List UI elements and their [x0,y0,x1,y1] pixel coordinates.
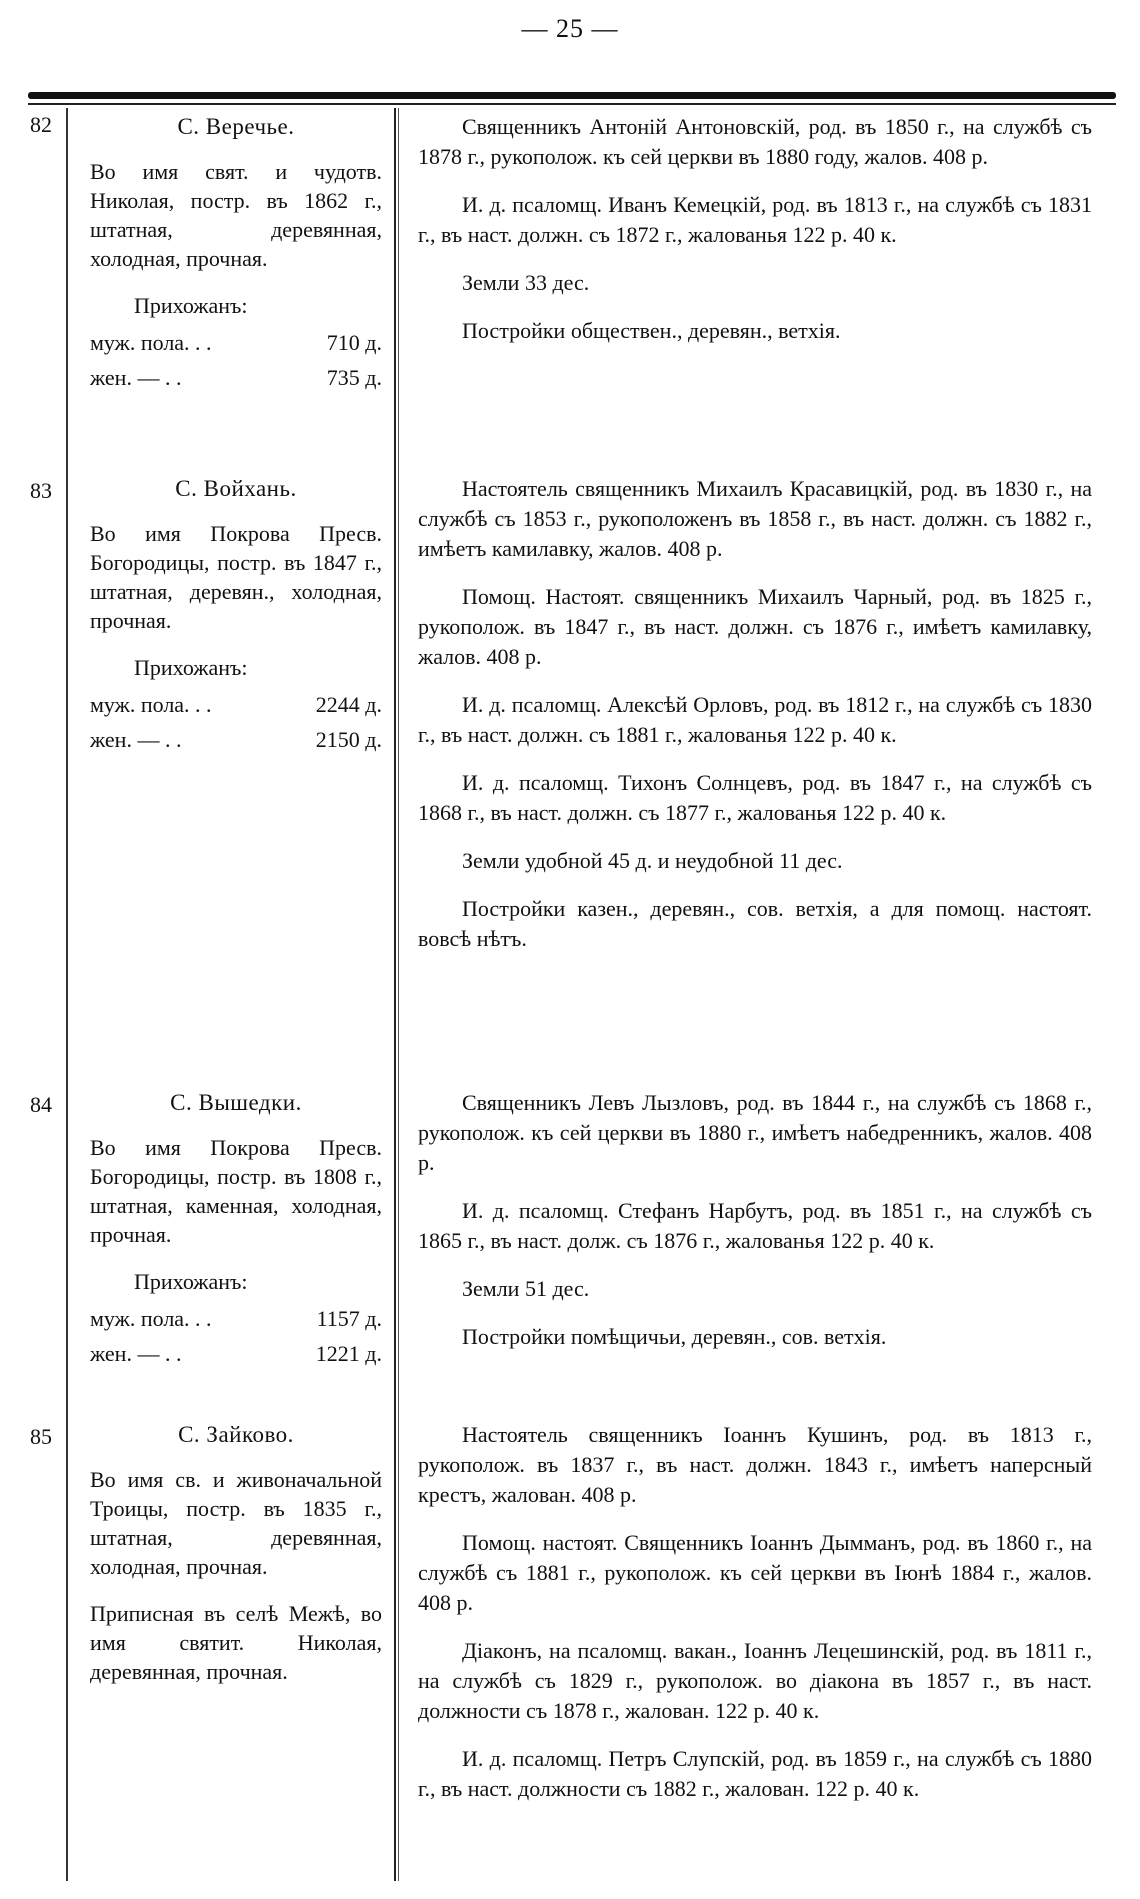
clergy-paragraph: Помощ. настоят. Священникъ Іоаннъ Дымманъ, род. въ 1860 г., на службѣ съ 1881 г., рукополож. къ сей церкви въ Іюнѣ 1884 г., жалов. 408 р. [418,1530,1092,1615]
clergy-paragraph: Помощ. Настоят. священникъ Михаилъ Чарный, род. въ 1825 г., рукополож. въ 1847 г., въ наст. должн. съ 1876 г., имѣетъ камилавку, жалов. 408 р. [418,584,1092,669]
buildings-paragraph: Постройки помѣщичьи, деревян., сов. ветхія. [462,1324,887,1349]
church-description: Во имя св. и живоначальной Троицы, постр. въ 1835 г., штатная, деревянная, холодная, прочная. [90,1467,382,1579]
male-count-row [90,1304,382,1333]
church-info [90,1420,382,1686]
clergy-paragraph: И. д. псаломщ. Стефанъ Нарбутъ, род. въ 1851 г., на службѣ съ 1865 г., въ наст. долж. съ 1876 г., жалованья 122 р. 40 к. [418,1198,1092,1253]
female-value: 2150 д. [315,727,382,752]
clergy-paragraph: Священникъ Антоній Антоновскій, род. въ 1850 г., на службѣ съ 1878 г., рукополож. къ сей церкви въ 1880 году, жалов. 408 р. [418,114,1092,169]
male-count-row [90,690,382,719]
church-description: Во имя свят. и чудотв. Николая, постр. въ 1862 г., штатная, деревянная, холодная, прочная. [90,159,382,271]
clergy-info [418,1088,1092,1370]
church-description: Во имя Покрова Пресв. Богородицы, постр. въ 1808 г., штатная, каменная, холодная, прочная. [90,1135,382,1247]
female-count-row [90,1339,382,1368]
male-count-row [90,328,382,357]
church-info [90,474,382,760]
clergy-info [418,474,1092,972]
buildings-paragraph: Постройки обществен., деревян., ветхія. [462,318,841,343]
land-paragraph: Земли 51 дес. [462,1276,590,1301]
land-paragraph: Земли 33 дес. [462,270,590,295]
page-number: — 25 — [521,14,619,43]
female-label: жен. — . . [90,1341,182,1366]
buildings-paragraph: Постройки казен., деревян., сов. ветхія, а для помощ. настоят. вовсѣ нѣтъ. [418,896,1092,951]
clergy-paragraph: И. д. псаломщ. Алексѣй Орловъ, род. въ 1812 г., на службѣ съ 1830 г., въ наст. должн. съ 1881 г., жалованья 122 р. 40 к. [418,692,1092,747]
female-label: жен. — . . [90,727,182,752]
clergy-info [418,1420,1092,1822]
column-divider-left [66,108,68,1881]
header-rule-thick [28,92,1116,99]
entry-number: 85 [30,1424,52,1449]
clergy-paragraph: И. д. псаломщ. Петръ Слупскій, род. въ 1859 г., на службѣ съ 1880 г., въ наст. должности съ 1882 г., жалован. 122 р. 40 к. [418,1746,1092,1801]
clergy-paragraph: И. д. псаломщ. Иванъ Кемецкій, род. въ 1813 г., на службѣ съ 1831 г., въ наст. должн. съ 1872 г., жалованья 122 р. 40 к. [418,192,1092,247]
parishioners-heading: Прихожанъ: [134,655,248,680]
female-label: жен. — . . [90,365,182,390]
church-description: Во имя Покрова Пресв. Богородицы, постр. въ 1847 г., штатная, деревян., холодная, прочная. [90,521,382,633]
male-value: 1157 д. [316,1306,382,1331]
parishioners-heading: Прихожанъ: [134,1269,248,1294]
village-name: С. Войхань. [175,476,297,501]
clergy-paragraph: Священникъ Левъ Лызловъ, род. въ 1844 г., на службѣ съ 1868 г., рукополож. къ сей церкви въ 1880 г., имѣетъ набедренникъ, жалов. 408 р. [418,1090,1092,1175]
attached-church-note: Приписная въ селѣ Межѣ, во имя святит. Николая, деревянная, прочная. [90,1601,382,1684]
clergy-info [418,112,1092,364]
village-name: С. Веречье. [177,114,295,139]
village-name: С. Зайково. [178,1422,294,1447]
header-rule-thin [28,103,1116,105]
church-info [90,1088,382,1374]
clergy-paragraph: Настоятель священникъ Іоаннъ Кушинъ, род. въ 1813 г., рукополож. въ 1837 г., въ наст. должн. 1843 г., имѣетъ наперсный крестъ, жалован. 408 р. [418,1422,1092,1507]
male-value: 710 д. [326,330,382,355]
column-divider-middle [394,108,396,1881]
village-name: С. Вышедки. [170,1090,302,1115]
female-value: 1221 д. [315,1341,382,1366]
male-label: муж. пола. . . [90,330,212,355]
land-paragraph: Земли удобной 45 д. и неудобной 11 дес. [462,848,843,873]
entry-number: 84 [30,1092,52,1117]
female-value: 735 д. [326,365,382,390]
parishioners-heading: Прихожанъ: [134,293,248,318]
entry-number: 82 [30,112,52,137]
church-info [90,112,382,398]
column-divider-middle-inner [398,108,399,1881]
entry-number: 83 [30,478,52,503]
clergy-paragraph: Настоятель священникъ Михаилъ Красавицкій, род. въ 1830 г., на службѣ съ 1853 г., рукоположенъ въ 1858 г., въ наст. должн. съ 1882 г., имѣетъ камилавку, жалов. 408 р. [418,476,1092,561]
male-value: 2244 д. [315,692,382,717]
female-count-row [90,725,382,754]
male-label: муж. пола. . . [90,1306,212,1331]
female-count-row [90,363,382,392]
clergy-paragraph: Діаконъ, на псаломщ. вакан., Іоаннъ Лецешинскій, род. въ 1811 г., на службѣ съ 1829 г., рукополож. во діакона въ 1857 г., въ наст. должности съ 1878 г., жалован. 122 р. 40 к. [418,1638,1092,1723]
male-label: муж. пола. . . [90,692,212,717]
clergy-paragraph: И. д. псаломщ. Тихонъ Солнцевъ, род. въ 1847 г., на службѣ съ 1868 г., въ наст. должн. съ 1877 г., жалованья 122 р. 40 к. [418,770,1092,825]
